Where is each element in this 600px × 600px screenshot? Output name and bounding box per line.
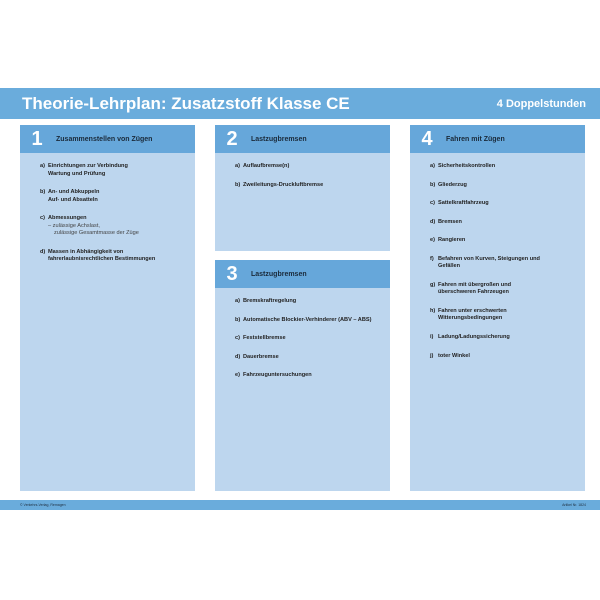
section-title: Zusammenstellen von Zügen (56, 135, 153, 143)
item-text-line2: überschweren Fahrzeugen (438, 289, 509, 296)
topic-item (235, 298, 384, 306)
panel-4 (410, 125, 585, 491)
item-letter: a) (40, 163, 45, 169)
topic-item (430, 282, 579, 297)
item-text: Dauerbremse (243, 353, 279, 360)
duration-label: 4 Doppelstunden (496, 97, 586, 110)
item-letter: h) (430, 307, 436, 314)
item-letter: d) (40, 248, 46, 255)
item-text: Gliederzug (438, 181, 467, 188)
topic-item (430, 200, 579, 208)
item-text: Feststellbremse (243, 335, 286, 342)
section-number: 3 (226, 262, 238, 285)
item-text-line2: Gefällen (438, 263, 461, 270)
topic-item (430, 308, 579, 323)
item-text: Bremskraftregelung (243, 298, 297, 304)
item-text: Sattelkraftfahrzeug (438, 200, 489, 207)
item-text: toter Winkel (438, 352, 470, 359)
item-letter: d) (430, 218, 436, 225)
page-title: Theorie-Lehrplan: Zusatzstoff Klasse CE (22, 93, 350, 113)
item-text-line2: Auf- und Absatteln (48, 196, 98, 203)
item-letter: f) (430, 255, 434, 262)
topic-item (235, 354, 384, 362)
panel-header (215, 260, 390, 288)
item-note: – zulässige Achslast, (48, 222, 100, 229)
item-text: Ladung/Ladungssicherung (438, 334, 510, 341)
topic-item (430, 256, 579, 271)
panel-header (20, 125, 195, 153)
topic-list (410, 153, 585, 360)
topic-item (40, 189, 189, 204)
item-text: Fahrzeuguntersuchungen (243, 372, 312, 379)
topic-item (40, 163, 189, 178)
topic-item (235, 335, 384, 343)
item-letter: b) (235, 181, 241, 188)
item-text: Zweileitungs-Druckluftbremse (243, 181, 324, 188)
item-note: zulässige Gesamtmasse der Züge (54, 230, 139, 237)
panel-2 (215, 125, 390, 251)
copyright: © Verkehrs-Verlag, Remagen (20, 503, 66, 507)
topic-item (235, 317, 384, 325)
item-letter: b) (430, 181, 436, 188)
item-text: Einrichtungen zur Verbindung (48, 163, 128, 169)
section-title: Lastzugbremsen (251, 135, 307, 143)
section-title: Lastzugbremsen (251, 270, 307, 278)
article-number: Artikel Nr. 1824 (562, 503, 586, 507)
topic-item (430, 334, 579, 342)
item-text: Automatische Blockier-Verhinderer (ABV – ABS) (243, 316, 372, 323)
item-text: Sicherheitskontrollen (438, 163, 496, 169)
topic-item (430, 353, 579, 361)
item-text: Fahren unter erschwerten (438, 307, 507, 314)
section-number: 2 (226, 127, 238, 150)
panel-1 (20, 125, 195, 491)
topic-item (430, 182, 579, 190)
item-letter: j) (430, 352, 434, 359)
panel-header (215, 125, 390, 153)
item-letter: a) (235, 298, 240, 304)
topic-item (430, 163, 579, 171)
item-letter: a) (430, 163, 435, 169)
item-text: Massen in Abhängigkeit von (48, 248, 124, 255)
topic-item (40, 249, 189, 264)
item-letter: b) (40, 189, 46, 196)
item-letter: d) (235, 353, 241, 360)
topic-item (235, 182, 384, 190)
section-number: 4 (421, 127, 433, 150)
footer-band (0, 500, 600, 510)
topic-item (430, 219, 579, 227)
topic-item (235, 372, 384, 380)
header-band (0, 88, 600, 119)
item-letter: c) (430, 200, 435, 207)
item-text-line2: fahrerlaubnisrechtlichen Bestimmungen (48, 256, 156, 263)
topic-item (430, 237, 579, 245)
item-letter: i) (430, 334, 434, 341)
topic-item (40, 215, 189, 238)
item-letter: a) (235, 163, 240, 169)
item-text-line2: Witterungsbedingungen (438, 315, 503, 322)
item-text: Rangieren (438, 237, 466, 244)
topic-list (215, 153, 390, 189)
item-text: Abmessungen (48, 215, 87, 222)
item-text: Fahren mit übergroßen und (438, 281, 512, 288)
item-text: Auflaufbremse(n) (243, 163, 290, 169)
item-text-line2: Wartung und Prüfung (48, 170, 106, 177)
panel-3 (215, 260, 390, 491)
section-title: Fahren mit Zügen (446, 135, 505, 143)
item-text: Bremsen (438, 218, 462, 225)
item-letter: g) (430, 281, 436, 288)
panel-header (410, 125, 585, 153)
section-number: 1 (31, 127, 43, 150)
topic-list (20, 153, 195, 264)
topic-item (235, 163, 384, 171)
item-letter: e) (430, 237, 435, 244)
item-letter: c) (40, 215, 45, 222)
item-text: An- und Abkuppeln (48, 189, 100, 196)
item-letter: c) (235, 335, 240, 342)
item-letter: e) (235, 372, 240, 379)
item-letter: b) (235, 316, 241, 323)
item-text: Befahren von Kurven, Steigungen und (438, 255, 540, 262)
topic-list (215, 288, 390, 380)
